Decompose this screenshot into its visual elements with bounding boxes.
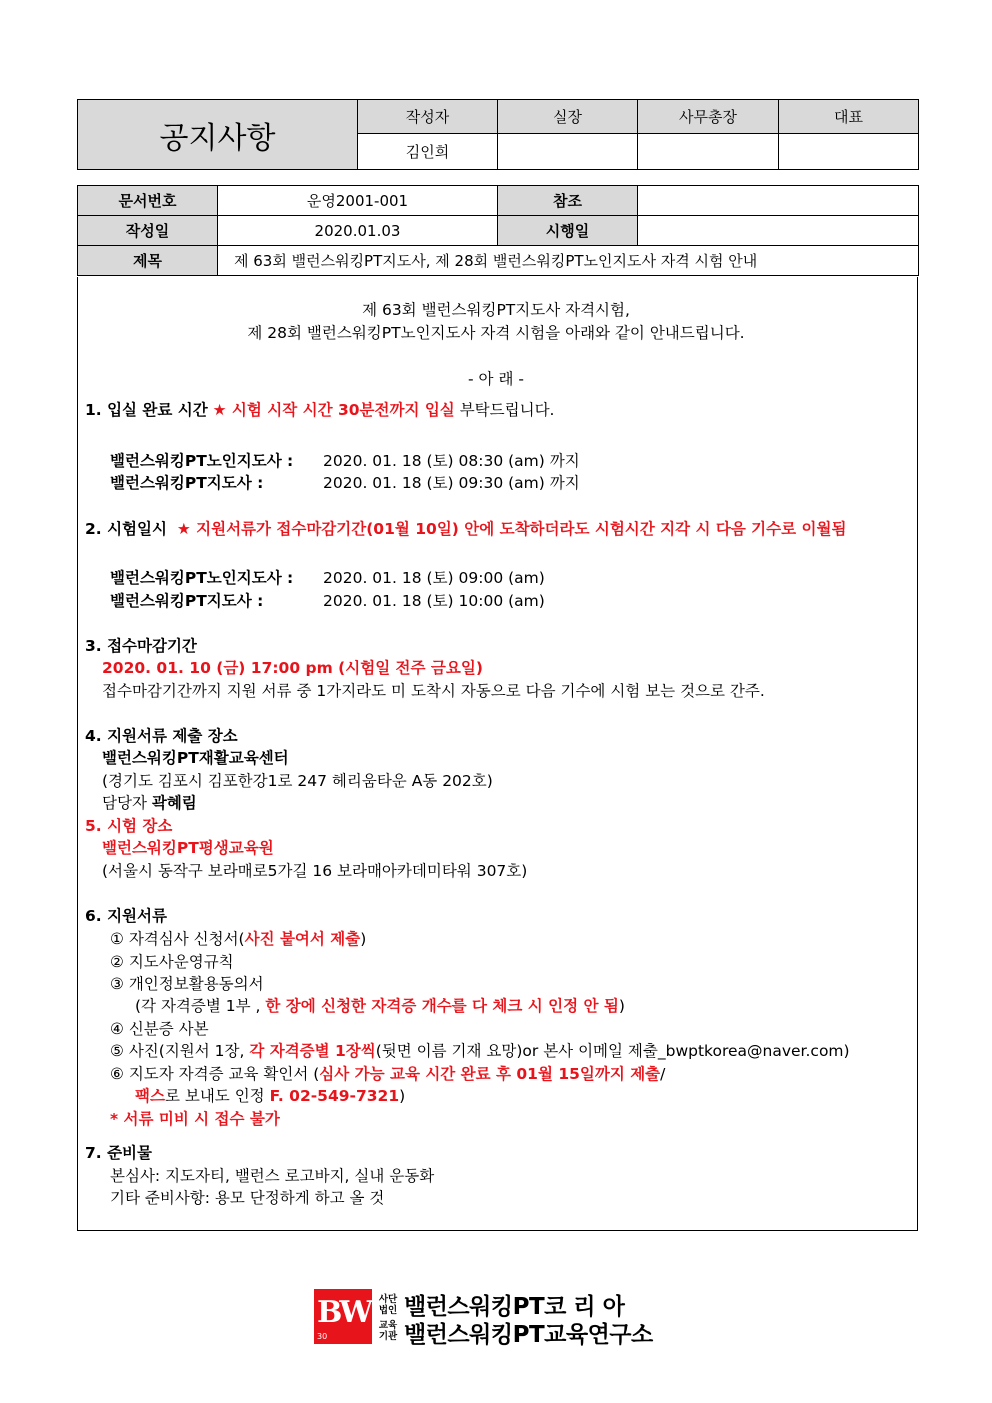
- org-name-2: 밸런스워킹PT교육연구소: [404, 1322, 653, 1348]
- ref-label: 참조: [498, 186, 638, 216]
- s1-row2-label: 밸런스워킹PT지도사 :: [110, 474, 264, 492]
- approval-value-secretary: [638, 134, 779, 170]
- contact-label: 담당자: [102, 794, 147, 812]
- doc-item-4: ④ 신분증 사본: [110, 1020, 209, 1038]
- approval-value-writer: 김인희: [358, 134, 498, 170]
- section-1-note: ★ 시험 시작 시간 30분전까지 입실: [212, 401, 455, 419]
- doc-item-3-sub-red: 한 장에 신청한 자격증 개수를 다 체크 시 인정 안 됨: [265, 997, 619, 1015]
- s1-row2-value: 2020. 01. 18 (토) 09:30 (am) 까지: [323, 474, 580, 492]
- doc-item-5-red: 각 자격증별 1장씩: [249, 1042, 376, 1060]
- approval-value-manager: [498, 134, 638, 170]
- logo-sub: 30: [317, 1332, 328, 1341]
- fax-number: F. 02-549-7321: [269, 1087, 400, 1105]
- section-2-note: ★ 지원서류가 접수마감기간(01월 10일) 안에 도착하더라도 시험시간 지각 시 다음 기수로 이월됨: [176, 520, 847, 538]
- doc-item-6-text: ⑥ 지도자 자격증 교육 확인서 (: [110, 1065, 320, 1083]
- doc-item-1: [110, 929, 366, 949]
- info-table: [77, 185, 919, 276]
- doc-no-value: 운영2001-001: [218, 186, 498, 216]
- doc-item-5: [110, 1041, 850, 1061]
- section-4-title: 4. 지원서류 제출 장소: [85, 727, 238, 745]
- section-2: [85, 519, 846, 539]
- section-5-place: 밸런스워킹PT평생교육원: [102, 839, 274, 857]
- doc-item-6-end: /: [660, 1065, 666, 1083]
- ref-value: [638, 186, 919, 216]
- doc-item-2: ② 지도사운영규칙: [110, 953, 234, 971]
- section-5-title: 5. 시험 장소: [85, 817, 173, 835]
- doc-no-label: 문서번호: [78, 186, 218, 216]
- doc-item-3-sub: [135, 996, 625, 1016]
- exec-label: 시행일: [498, 216, 638, 246]
- section-7-line-1: 본심사: 지도자티, 밸런스 로고바지, 실내 운동화: [110, 1167, 435, 1185]
- edu-type-tag: [377, 1320, 399, 1342]
- section-6-title: 6. 지원서류: [85, 907, 167, 925]
- approval-value-ceo: [779, 134, 919, 170]
- doc-item-6-sub: [135, 1086, 405, 1106]
- doc-item-3-sub-text: (각 자격증별 1부 ,: [135, 997, 266, 1015]
- intro-line-2: 제 28회 밸런스워킹PT노인지도사 자격 시험을 아래와 같이 안내드립니다.: [247, 324, 745, 342]
- section-3-note: 접수마감기간까지 지원 서류 중 1가지라도 미 도착시 자동으로 다음 기수에 시험 보는 것으로 간주.: [102, 682, 765, 700]
- doc-item-3: ③ 개인정보활용동의서: [110, 975, 264, 993]
- section-1: [85, 400, 554, 420]
- section-3-title: 3. 접수마감기간: [85, 637, 197, 655]
- s2-row2-label: 밸런스워킹PT지도사 :: [110, 592, 264, 610]
- notice-title: 공지사항: [78, 100, 358, 170]
- exec-value: [638, 216, 919, 246]
- approval-header-writer: 작성자: [358, 100, 498, 134]
- fax-mid: 로 보내도 인정: [164, 1087, 270, 1105]
- doc-item-6-red: 심사 가능 교육 시간 완료 후 01월 15일까지 제출: [319, 1065, 661, 1083]
- section-7-line-2: 기타 준비사항: 용모 단정하게 하고 올 것: [110, 1189, 385, 1207]
- subject-value: 제 63회 밸런스워킹PT지도사, 제 28회 밸런스워킹PT노인지도사 자격 시험 안내: [218, 246, 919, 276]
- intro-below: - 아 래 -: [468, 370, 524, 388]
- section-4-address: (경기도 김포시 김포한강1로 247 헤리움타운 A동 202호): [102, 772, 493, 790]
- section-3-deadline: 2020. 01. 10 (금) 17:00 pm (시험일 전주 금요일): [102, 659, 483, 677]
- s2-row1-value: 2020. 01. 18 (토) 09:00 (am): [323, 569, 545, 587]
- section-1-note-tail: 부탁드립니다.: [459, 401, 555, 419]
- edu-type-tag-text: 교육 기관: [378, 1320, 398, 1342]
- section-1-title: 1. 입실 완료 시간: [85, 401, 208, 419]
- org-type-tag-text: 사단 법인: [378, 1294, 398, 1316]
- s1-row1-value: 2020. 01. 18 (토) 08:30 (am) 까지: [323, 452, 580, 470]
- approval-header-ceo: 대표: [779, 100, 919, 134]
- bw-logo: [314, 1289, 372, 1344]
- section-2-title: 2. 시험일시: [85, 520, 167, 538]
- org-type-tag: [377, 1294, 399, 1316]
- logo-text: BW: [317, 1295, 371, 1330]
- org-name-1: 밸런스워킹PT코 리 아: [404, 1294, 625, 1320]
- doc-item-1-text: ① 자격심사 신청서(: [110, 930, 245, 948]
- section-4-contact: [102, 793, 197, 813]
- s1-row1-label: 밸런스워킹PT노인지도사 :: [110, 452, 294, 470]
- doc-item-5-end: (뒷면 이름 기재 요망)or 본사 이메일 제출_bwptkorea@naver.com): [375, 1042, 850, 1060]
- fax-end: ): [399, 1087, 406, 1105]
- doc-item-1-end: ): [360, 930, 367, 948]
- intro-line-1: 제 63회 밸런스워킹PT지도사 자격시험,: [362, 301, 630, 319]
- section-7-title: 7. 준비물: [85, 1144, 152, 1162]
- fax-label: 팩스: [135, 1087, 165, 1105]
- date-label: 작성일: [78, 216, 218, 246]
- s2-row2-value: 2020. 01. 18 (토) 10:00 (am): [323, 592, 545, 610]
- doc-item-3-sub-end: ): [618, 997, 625, 1015]
- approval-header-manager: 실장: [498, 100, 638, 134]
- doc-item-5-text: ⑤ 사진(지원서 1장,: [110, 1042, 250, 1060]
- doc-item-6: [110, 1064, 665, 1084]
- doc-item-1-red: 사진 붙여서 제출: [244, 930, 361, 948]
- approval-header-secretary: 사무총장: [638, 100, 779, 134]
- doc-warning: * 서류 미비 시 접수 불가: [110, 1110, 280, 1128]
- section-5-address: (서울시 동작구 보라매로5가길 16 보라매아카데미타워 307호): [102, 862, 528, 880]
- date-value: 2020.01.03: [218, 216, 498, 246]
- subject-label: 제목: [78, 246, 218, 276]
- section-4-place: 밸런스워킹PT재활교육센터: [102, 749, 289, 767]
- s2-row1-label: 밸런스워킹PT노인지도사 :: [110, 569, 294, 587]
- approval-table: [77, 99, 919, 170]
- contact-name: 곽혜림: [151, 794, 197, 812]
